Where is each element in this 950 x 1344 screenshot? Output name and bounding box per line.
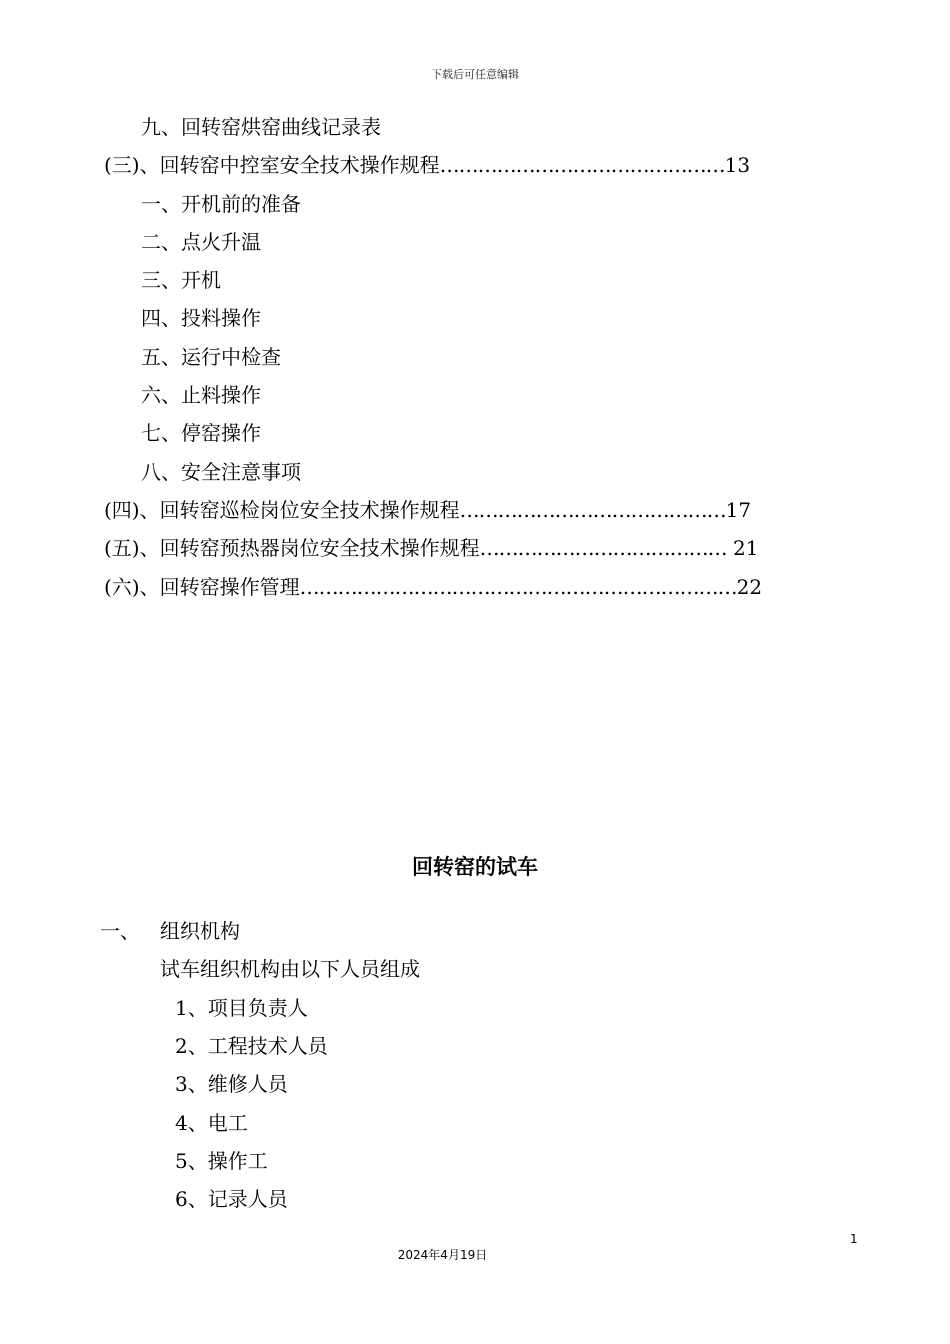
list-item: 3、维修人员 — [175, 1072, 288, 1096]
toc-leader: …………………………………… — [459, 498, 726, 522]
toc-entry — [141, 344, 281, 370]
footer-date: 2024年4月19日 — [397, 1248, 488, 1262]
toc-entry-text: 五、运行中检查 — [141, 345, 281, 369]
list-item: 2、工程技术人员 — [175, 1034, 328, 1058]
toc-entry — [141, 267, 221, 293]
toc-leader: ……………………………………… — [439, 153, 725, 177]
toc-entry — [141, 420, 261, 446]
toc-entry-text: 四、投料操作 — [141, 306, 261, 330]
toc-page-number: 21 — [726, 536, 759, 560]
toc-entry — [104, 574, 762, 600]
section-intro: 试车组织机构由以下人员组成 — [160, 957, 420, 981]
toc-entry-text: (六)、回转窑操作管理 — [104, 575, 300, 599]
toc-entry-text: (四)、回转窑巡检岗位安全技术操作规程 — [104, 498, 460, 522]
section-title: 回转窑的试车 — [412, 855, 538, 879]
toc-entry — [104, 535, 758, 561]
toc-page-number: 13 — [724, 153, 751, 177]
list-item: 6、记录人员 — [175, 1187, 288, 1211]
toc-entry — [141, 229, 261, 255]
toc-entry-text: 二、点火升温 — [141, 230, 261, 254]
list-item: 1、项目负责人 — [175, 996, 308, 1020]
list-item: 5、操作工 — [175, 1149, 268, 1173]
toc-entry — [141, 459, 301, 485]
toc-entry — [104, 152, 750, 178]
header-note: 下载后可任意编辑 — [431, 68, 519, 81]
toc-leader: …………………………………………………………… — [299, 575, 737, 599]
section-heading: 组织机构 — [160, 919, 240, 943]
toc-leader: ………………………………… — [479, 536, 727, 560]
toc-entry-text: (五)、回转窑预热器岗位安全技术操作规程 — [104, 536, 480, 560]
toc-entry — [141, 382, 261, 408]
toc-page-number: 22 — [736, 575, 763, 599]
toc-entry-text: 一、开机前的准备 — [141, 192, 301, 216]
toc-entry-text: 六、止料操作 — [141, 383, 261, 407]
section-number: 一、 — [100, 919, 140, 943]
toc-entry-text: 三、开机 — [141, 268, 221, 292]
page-number: 1 — [850, 1232, 858, 1246]
toc-entry — [141, 191, 301, 217]
list-item: 4、电工 — [175, 1111, 248, 1135]
toc-page-number: 17 — [725, 498, 752, 522]
toc-entry-text: 七、停窑操作 — [141, 421, 261, 445]
toc-entry — [104, 497, 751, 523]
toc-entry-text: (三)、回转窑中控室安全技术操作规程 — [104, 153, 440, 177]
toc-entry — [141, 114, 381, 140]
toc-entry-text: 八、安全注意事项 — [141, 460, 301, 484]
toc-entry — [141, 305, 261, 331]
toc-entry-text: 九、回转窑烘窑曲线记录表 — [141, 115, 381, 139]
